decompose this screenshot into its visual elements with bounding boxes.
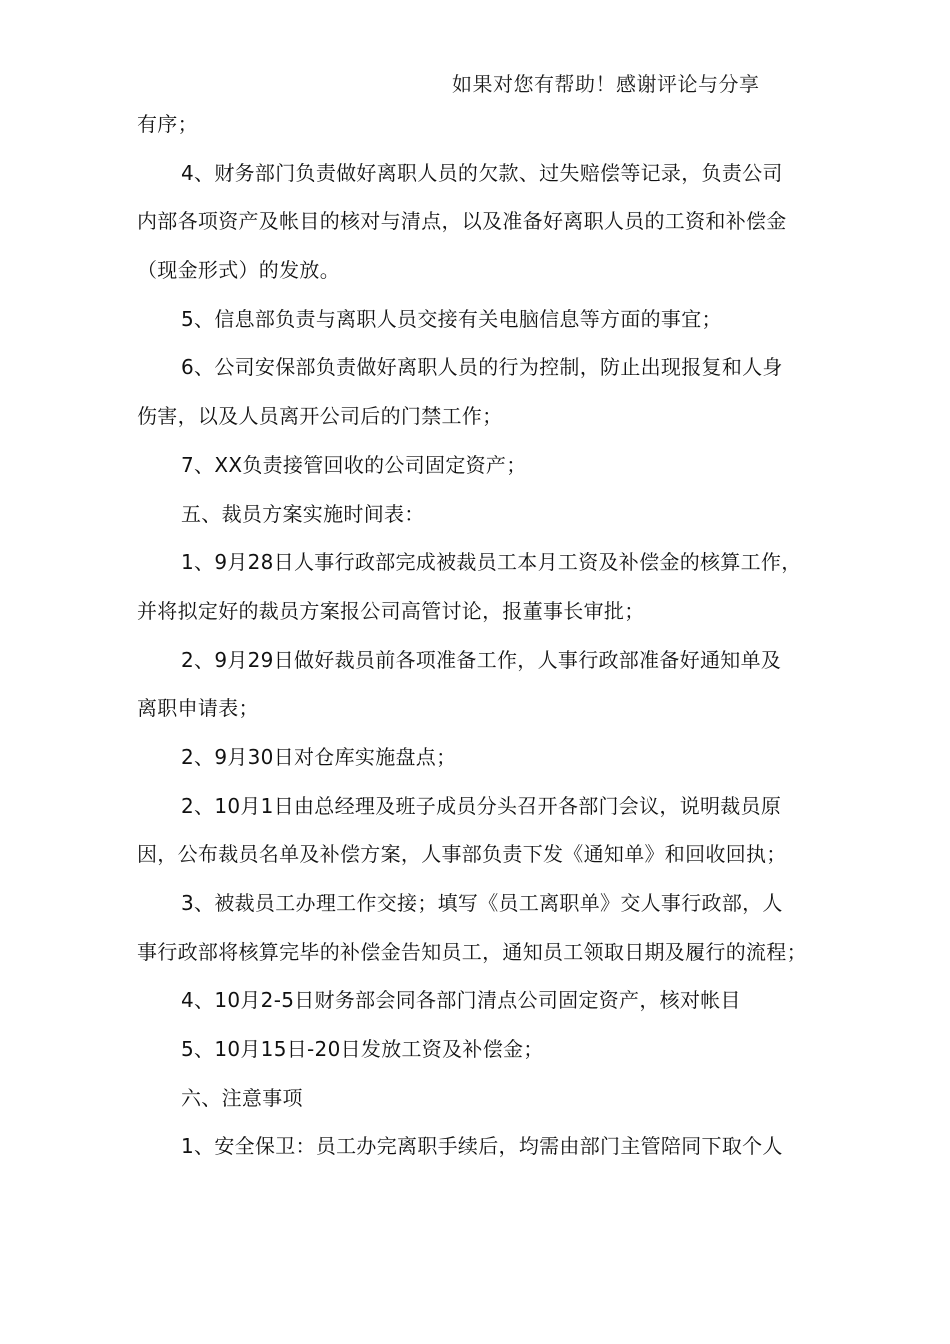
text-line: 4、10月2-5日财务部会同各部门清点公司固定资产，核对帐目 xyxy=(181,988,741,1013)
text-line: 伤害，以及人员离开公司后的门禁工作； xyxy=(137,404,503,429)
header-note: 如果对您有帮助！感谢评论与分享 xyxy=(452,72,760,96)
text-line: 1、安全保卫：员工办完离职手续后，均需由部门主管陪同下取个人 xyxy=(181,1134,783,1159)
text-line: 7、XX负责接管回收的公司固定资产； xyxy=(181,452,527,477)
text-line: 4、财务部门负责做好离职人员的欠款、过失赔偿等记录，负责公司 xyxy=(181,160,783,185)
text-line: 6、公司安保部负责做好离职人员的行为控制，防止出现报复和人身 xyxy=(181,355,783,380)
text-line: 因，公布裁员名单及补偿方案，人事部负责下发《通知单》和回收回执； xyxy=(137,842,787,867)
document-body xyxy=(137,100,837,1171)
text-line: （现金形式）的发放。 xyxy=(137,258,340,283)
text-line: 1、9月28日人事行政部完成被裁员工本月工资及补偿金的核算工作， xyxy=(181,550,802,575)
text-line: 离职申请表； xyxy=(137,696,259,721)
section-heading: 六、注意事项 xyxy=(181,1085,303,1110)
section-heading: 五、裁员方案实施时间表： xyxy=(181,501,425,526)
text-line: 3、被裁员工办理工作交接；填写《员工离职单》交人事行政部，人 xyxy=(181,891,783,915)
text-line: 5、信息部负责与离职人员交接有关电脑信息等方面的事宜； xyxy=(181,306,722,331)
text-line: 5、10月15日-20日发放工资及补偿金； xyxy=(181,1037,544,1062)
text-line: 并将拟定好的裁员方案报公司高管讨论，报董事长审批； xyxy=(137,598,645,623)
text-line: 有序； xyxy=(137,112,198,136)
text-line: 2、10月1日由总经理及班子成员分头召开各部门会议，说明裁员原 xyxy=(181,793,782,818)
text-line: 事行政部将核算完毕的补偿金告知员工，通知员工领取日期及履行的流程； xyxy=(137,939,807,964)
text-line: 2、9月29日做好裁员前各项准备工作，人事行政部准备好通知单及 xyxy=(181,647,782,672)
text-line: 内部各项资产及帐目的核对与清点，以及准备好离职人员的工资和补偿金 xyxy=(137,209,787,234)
text-line: 2、9月30日对仓库实施盘点； xyxy=(181,744,457,769)
